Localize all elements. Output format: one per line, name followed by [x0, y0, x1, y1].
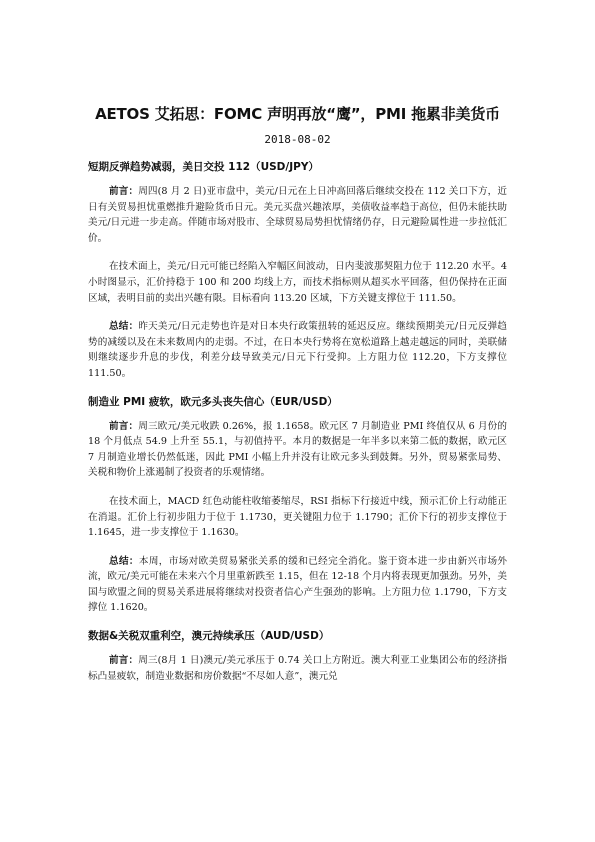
- document-title: AETOS 艾拓思：FOMC 声明再放“鹰”，PMI 拖累非美货币: [95, 105, 500, 123]
- paragraph-text: 昨天美元/日元走势也许是对日本央行政策扭转的延迟反应。继续预期美元/日元反弹趋势的减缓以及在未来数周内的走弱。不过，在日本央行势将在宽松道路上越走越远的同时，美联储则继续逐步升息的步伐，利差分歧导致美元/日元下行受抑。上方阻力位 112.20，下方支撑位 111.50。: [88, 321, 508, 379]
- section-aud-usd: [88, 629, 507, 684]
- document-date: 2018-08-02: [264, 133, 331, 146]
- section-heading: 数据&关税双重利空，澳元持续承压（AUD/USD）: [88, 630, 330, 643]
- paragraph-text: 在技术面上，MACD 红色动能柱收缩萎缩尽，RSI 指标下行接近中线，预示汇价上行动能正在消退。汇价上行初步阻力于位于 1.1730，更关键阻力位于 1.1790；汇价下行的初步支撑位于 1.1645，进一步支撑位于 1.1630。: [88, 495, 507, 539]
- paragraph-lead: 前言：: [109, 420, 139, 432]
- paragraph-text: 周三欧元/美元收跌 0.26%，报 1.1658。欧元区 7 月制造业 PMI 终值仅从 6 月份的 18 个月低点 54.9 上升至 55.1，与初值持平。本月的数据是一年半多以来第二低的数据，欧元区 7 月制造业增长仍然低迷，因此 PMI 小幅上升并没有让欧元多头到鼓舞。另外，贸易紧张局势、关税和物价上涨遏制了投资者的乐观情绪。: [88, 420, 508, 479]
- paragraph-preface: [88, 184, 507, 246]
- paragraph-preface: [88, 653, 507, 684]
- section-eur-usd: [88, 395, 507, 617]
- section-heading: 制造业 PMI 疲软，欧元多头丧失信心（EUR/USD）: [88, 395, 338, 408]
- paragraph-text: 周四(8 月 2 日)亚市盘中，美元/日元在上日冲高回落后继续交投在 112 关口下方，近日有关贸易担忧重燃推升避险货币日元。美元买盘兴趣浓厚，美债收益率趋于高位，但仍未能扶助美元/日元进一步走高。伴随市场对股市、全球贸易局势担忧情绪仍存，日元避险属性进一步拉低汇价。: [88, 186, 508, 244]
- paragraph-lead: 总结：: [109, 321, 139, 333]
- paragraph-text: 周三(8月 1 日)澳元/美元承压于 0.74 关口上方附近。澳大利亚工业集团公布的经济指标凸显疲软，制造业数据和房价数据“不尽如人意”，澳元兑: [88, 655, 508, 682]
- section-usd-jpy: [88, 160, 507, 382]
- paragraph-technical: [88, 494, 507, 541]
- paragraph-text: 本周，市场对欧美贸易紧张关系的缓和已经完全消化。鉴于资本进一步由新兴市场外流，欧元/美元可能在未来六个月里重新跌至 1.15，但在 12-18 个月内将表现更加强劲。另外，美国与欧盟之间的贸易关系进展将继续对投资者信心产生强劲的影响。上方阻力位 1.1790，下方支撑位 1.1620。: [88, 555, 508, 614]
- paragraph-lead: 前言：: [109, 186, 139, 197]
- paragraph-preface: [88, 419, 507, 481]
- section-heading: 短期反弹趋势减弱，美日交投 112（USD/JPY）: [88, 161, 319, 173]
- paragraph-summary: [88, 319, 507, 381]
- paragraph-summary: [88, 554, 507, 616]
- paragraph-text: 在技术面上，美元/日元可能已经陷入窄幅区间波动，日内斐波那契阻力位于 112.20 水平。4 小时图显示，汇价持稳于 100 和 200 均线上方，而技术指标则从超买水平回落，但仍保持在正面区域，表明目前的卖出兴趣有限。目标看向 113.20 区域，下方关键支撑位于 111.50。: [88, 261, 507, 304]
- paragraph-lead: 前言：: [109, 655, 139, 667]
- paragraph-technical: [88, 259, 507, 306]
- paragraph-lead: 总结：: [109, 555, 139, 567]
